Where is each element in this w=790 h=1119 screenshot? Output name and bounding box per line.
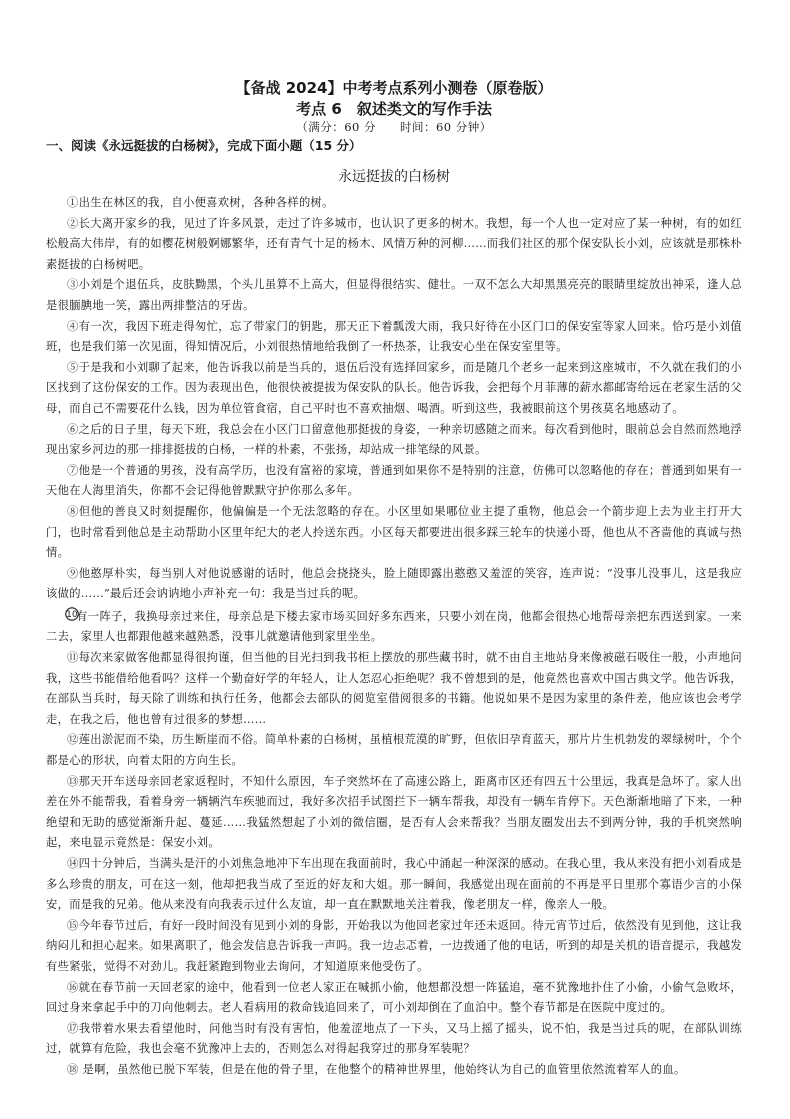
paragraph-18: ⑱ 是啊，虽然他已脱下军装，但是在他的骨子里，在他整个的精神世界里，他始终认为自己的血管里依然流着军人的血。 [67,1062,686,1076]
paragraph-9: ⑨他憨厚朴实，每当别人对他说感谢的话时，他总会挠挠头，脸上随即露出憨憨又羞涩的笑容，连声说：“没事儿没事儿，这是我应该做的……”最后还会讷讷地小声补充一句：我是当过兵的呢。 [46,566,742,601]
paragraph-10-text: 有一阵子，我换母亲过来住，母亲总是下楼去家市场买回好多东西来，只要小刘在岗，他都会很热心地帮母亲把东西送到家。一来二去，家里人也都跟他越来越熟悉，没事儿就邀请他到家里坐坐。 [46,609,742,644]
paragraph-12: ⑫莲出淤泥而不染，历生断崖而不俗。简单朴素的白杨树，虽植根荒漠的旷野，但依旧孕育蓝天，那片片生机勃发的翠绿树叶，个个都是心的形状，向着太阳的方向生长。 [46,733,742,768]
paragraph-11: ⑪每次来家做客他都显得很拘谨，但当他的目光扫到我书柜上摆放的那些藏书时，就不由自主地站身来像被磁石吸住一般，小声地问我，这些书能借给他看吗？这样一个勤奋好学的年轻人，让人怎忍心拒绝呢？我不曾想到的是，他竟然也喜欢中国古典文学。他告诉我，在部队当兵时，每天除了训练和执行任务，他都会去部队的阅览室借阅很多的书籍。他说如果不是因为家里的条件差，他应该也会考学走，在我之后，他也曾有过很多的梦想…… [46,651,742,726]
paragraph-14: ⑭四十分钟后，当满头是汗的小刘焦急地冲下车出现在我面前时，我心中涌起一种深深的感动。在我心里，我从来没有把小刘看成是多么珍贵的朋友，可在这一刻，他却把我当成了至近的好友和大姐。那一瞬间，我感觉出现在面前的不再是平日里那个寡语少言的小保安，而是我的兄弟。他从来没有向我表示过什么友谊，却一直在默默地关注着我，像老朋友一样，像亲人一般。 [46,857,742,912]
svg-text:10: 10 [66,610,78,621]
paragraph-4: ④有一次，我因下班走得匆忙，忘了带家门的钥匙，那天正下着瓢泼大雨，我只好待在小区门口的保安室等家人回来。恰巧是小刘值班，也是我们第一次见面，得知情况后，小刘很热情地给我倒了一杯热茶，让我安心坐在保安室里等。 [46,319,742,354]
paragraph-8: ⑧但他的善良又时刻提醒你，他偏偏是一个无法忽略的存在。小区里如果哪位业主提了重物，他总会一个箭步迎上去为业主打开大门，也时常看到他总是主动帮助小区里年纪大的老人拎送东西。小区每天都要进出很多踩三轮车的快递小哥，他也从不吝啬他的真诚与热情。 [46,504,742,560]
paragraph-10 [46,607,742,648]
score-time-line: （满分：60 分 时间：60 分钟） [296,120,492,134]
paragraph-10-number-mark [54,607,78,621]
paragraph-1: ①出生在林区的我，自小便喜欢树，各种各样的树。 [67,196,334,209]
paragraph-5: ⑤于是我和小刘聊了起来，他告诉我以前是当兵的，退伍后没有选择回家乡，而是随几个老乡一起来到这座城市，不久就在我们的小区找到了这份保安的工作。因为表现出色，他很快被提拔为保安队的队长。他告诉我，会把每个月菲薄的薪水都邮寄给远在老家生活的父母，而自己不需要花什么钱，因为单位管食宿，自己平时也不喜欢抽烟、喝酒。听到这些，我被眼前这个男孩莫名地感动了。 [46,360,742,415]
paragraph-3: ③小刘是个退伍兵，皮肤黝黑，个头儿虽算不上高大，但显得很结实、健壮。一双不怎么大却黑黑亮亮的眼睛里绽放出神采，逢人总是很腼腆地一笑，露出两排整洁的牙齿。 [46,278,742,312]
paragraph-7: ⑦他是一个普通的男孩，没有高学历，也没有富裕的家境，普通到如果你不是特别的注意，仿佛可以忽略他的存在；普通到如果有一天他在人海里消失，你都不会记得他曾默默守护你那么多年。 [46,463,742,498]
paragraph-6: ⑥之后的日子里，每天下班，我总会在小区门口留意他那挺拔的身姿，一种亲切感随之而来。每次看到他时，眼前总会自然而然地浮现出家乡河边的那一排排挺拔的白杨，一样的朴素，不张扬，却站成一排笔绿的风景。 [46,422,742,457]
passage-title: 永远挺拔的白杨树 [338,169,450,185]
paragraph-2: ②长大离开家乡的我，见过了许多风景，走过了许多城市，也认识了更多的树木。我想，每一个人也一定对应了某一种树，有的如红松般高大伟岸，有的如樱花树般婀娜繁华，还有青气十足的杨木、风情万种的河柳……而我们社区的那个保安队长小刘，应该就是那株朴素挺拔的白杨树吧。 [46,216,742,271]
document-title: 【备战 2024】中考考点系列小测卷（原卷版） [235,79,553,97]
paragraph-15: ⑮今年春节过后，有好一段时间没有见到小刘的身影，开始我以为他回老家过年还未返回。待元宵节过后，依然没有见到他，这让我纳闷儿和担心起来。如果离职了，他会发信息告诉我一声吗。我一边忐忑着，一边拨通了他的电话，听到的却是关机的语音提示，我越发有些紧张，觉得不对劲儿。我赶紧跑到物业去询问，才知道原来他受伤了。 [46,918,742,973]
paragraph-13: ⑬那天开车送母亲回老家返程时，不知什么原因，车子突然坏在了高速公路上，距离市区还有四五十公里远，我真是急坏了。家人出差在外不能帮我，看着身旁一辆辆汽车疾驰而过，我好多次招手试图拦下一辆车帮我，却没有一辆车肯停下。天色渐渐地暗了下来，一种绝望和无助的感觉渐渐升起、蔓延……我猛然想起了小刘的微信圈，是否有人会来帮我？当朋友圈发出去不到两分钟，我的手机突然响起，来电显示竟然是：保安小刘。 [46,774,742,850]
paragraph-16: ⑯就在春节前一天回老家的途中，他看到一位老人家正在喊抓小偷，他想都没想一阵猛追，毫不犹豫地扑住了小偷，小偷气急败坏，回过身来拿起手中的刀向他刺去。老人看病用的救命钱追回来了，可小刘却倒在了血泊中。整个春节都是在医院中度过的。 [46,980,742,1015]
section-heading: 一、阅读《永远挺拔的白杨树》，完成下面小题（15 分） [46,138,362,153]
document-subtitle: 考点 6 叙述类文的写作手法 [296,100,492,118]
paragraph-17: ⑰我带着水果去看望他时，问他当时有没有害怕，他羞涩地点了一下头，又马上摇了摇头，说不怕，我是当过兵的呢，在部队训练过，就算有危险，我也会毫不犹豫冲上去的，否则怎么对得起我穿过的那身军装呢？ [46,1021,742,1056]
